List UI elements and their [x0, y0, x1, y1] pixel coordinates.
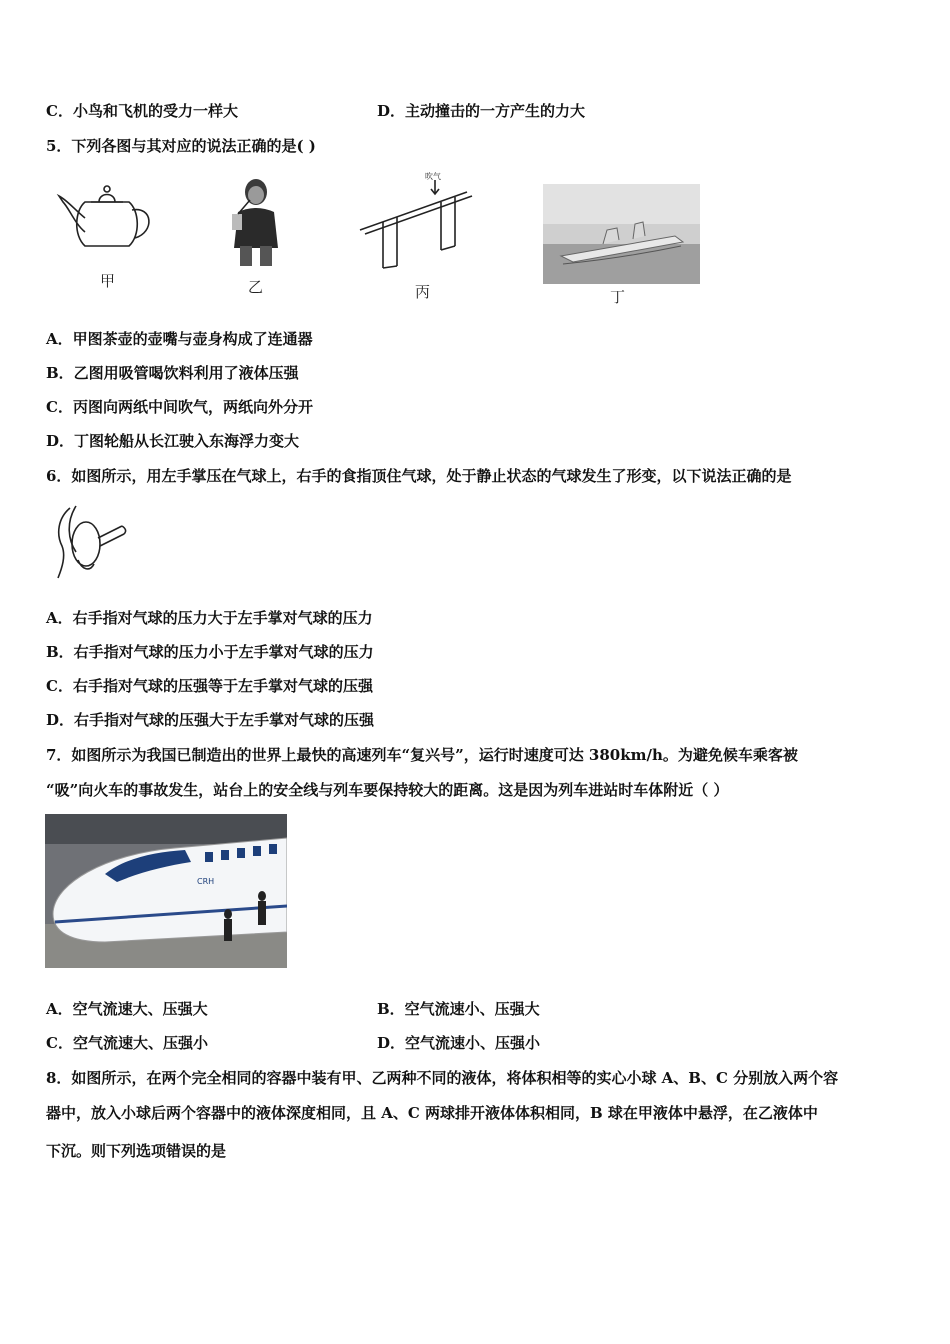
- blow-label: 吹气: [425, 172, 441, 181]
- q7-option-c: C．空气流速大、压强小: [46, 1034, 208, 1052]
- q8-stem-line2: 器中，放入小球后两个容器中的液体深度相同，且 A、C 两球排开液体体积相同，B 球在甲液体中悬浮，在乙液体中: [46, 1104, 818, 1122]
- q6-option-d: D．右手指对气球的压强大于左手掌对气球的压强: [46, 711, 375, 729]
- boy-drinking-figure: [218, 176, 288, 268]
- caption-yi: 乙: [248, 278, 264, 296]
- teapot-figure: [55, 180, 165, 260]
- q5-stem: 5．下列各图与其对应的说法正确的是( ): [46, 137, 316, 155]
- caption-bing: 丙: [415, 283, 431, 301]
- q5-option-a: A．甲图茶壶的壶嘴与壶身构成了连通器: [46, 330, 313, 348]
- q7-option-a: A．空气流速大、压强大: [46, 1000, 208, 1018]
- ship-photo: [543, 184, 700, 284]
- q6-stem: 6．如图所示，用左手掌压在气球上，右手的食指顶住气球，处于静止状态的气球发生了形变，以下说法正确的是: [46, 467, 792, 485]
- q8-stem-line1: 8．如图所示，在两个完全相同的容器中装有甲、乙两种不同的液体，将体积相等的实心小球 A、B、C 分别放入两个容: [46, 1069, 839, 1087]
- train-logo-text: CRH: [197, 877, 215, 886]
- high-speed-train-photo: [45, 814, 287, 968]
- q6-option-c: C．右手指对气球的压强等于左手掌对气球的压强: [46, 677, 373, 695]
- q4-option-d: D．主动撞击的一方产生的力大: [377, 102, 586, 120]
- q8-stem-line3: 下沉。则下列选项错误的是: [46, 1142, 227, 1160]
- q5-option-c: C．丙图向两纸中间吹气，两纸向外分开: [46, 398, 313, 416]
- q7-stem-line1: 7．如图所示为我国已制造出的世界上最快的高速列车“复兴号”，运行时速度可达 380km/h。为避免候车乘客被: [46, 746, 798, 764]
- q7-option-b: B．空气流速小、压强大: [377, 1000, 540, 1018]
- paper-blowing-figure: [355, 170, 475, 275]
- caption-ding: 丁: [610, 288, 626, 306]
- q5-option-b: B．乙图用吸管喝饮料利用了液体压强: [46, 364, 299, 382]
- q6-option-a: A．右手指对气球的压力大于左手掌对气球的压力: [46, 609, 373, 627]
- q7-option-d: D．空气流速小、压强小: [377, 1034, 541, 1052]
- q4-option-c: C．小鸟和飞机的受力一样大: [46, 102, 238, 120]
- caption-jia: 甲: [100, 272, 116, 290]
- q6-option-b: B．右手指对气球的压力小于左手掌对气球的压力: [46, 643, 374, 661]
- q5-option-d: D．丁图轮船从长江驶入东海浮力变大: [46, 432, 300, 450]
- balloon-hand-figure: [48, 500, 128, 582]
- q7-stem-line2: “吸”向火车的事故发生，站台上的安全线与列车要保持较大的距离。这是因为列车进站时车体附近（ ）: [46, 781, 729, 799]
